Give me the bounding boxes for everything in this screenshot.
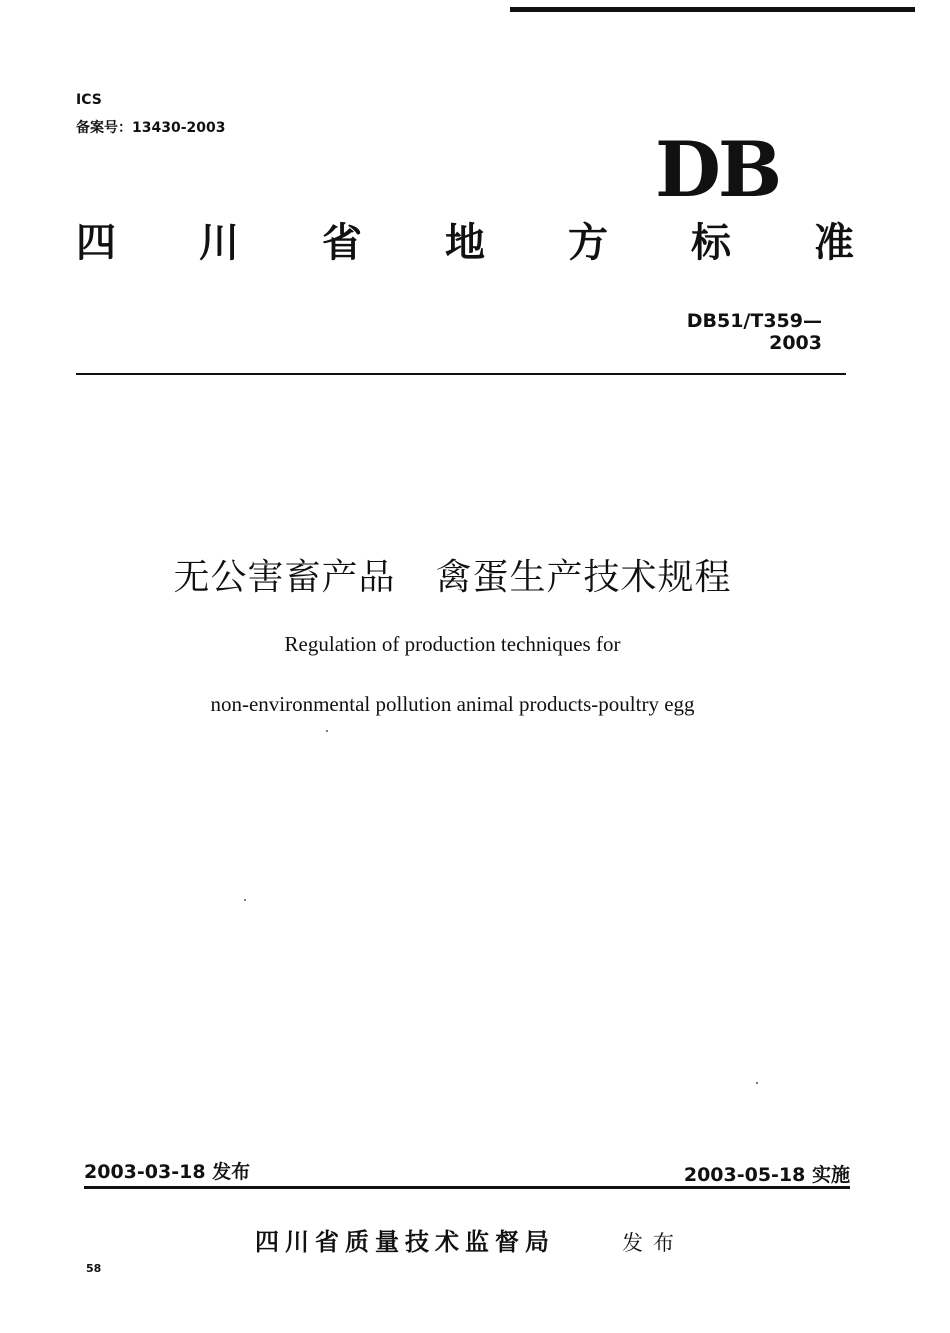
standard-type-char: 地 <box>445 220 485 266</box>
chinese-title-part-1: 无公害畜产品 <box>173 557 396 598</box>
english-title-line-2: non-environmental pollution animal products-poultry egg <box>210 692 695 716</box>
standard-type-char: 四 <box>76 220 116 266</box>
issue-word: 发布 <box>622 1231 684 1255</box>
footer-divider <box>84 1186 850 1189</box>
chinese-title <box>0 549 905 600</box>
top-rule <box>510 7 915 12</box>
scan-speck <box>756 1082 758 1084</box>
standard-number: DB51/T359—2003 <box>686 310 822 354</box>
filing-number: 备案号：13430-2003 <box>76 120 226 136</box>
standard-type-char: 川 <box>199 220 239 266</box>
chinese-title-part-2: 禽蛋生产技术规程 <box>435 557 732 598</box>
english-title-line-1: Regulation of production techniques for <box>284 632 621 656</box>
standard-type-char: 准 <box>814 220 854 266</box>
issuing-authority: 四川省质量技术监督局 <box>255 1228 555 1256</box>
standard-type-char: 方 <box>568 220 608 266</box>
page-number: 58 <box>86 1262 102 1275</box>
header-divider <box>76 373 846 375</box>
db-logo: DB <box>655 125 780 214</box>
standard-type-char: 标 <box>691 220 731 266</box>
scan-speck <box>326 730 328 732</box>
issue-date: 2003-03-18 发布 <box>84 1161 251 1183</box>
ics-label: ICS <box>76 92 102 108</box>
implementation-date: 2003-05-18 实施 <box>683 1164 850 1186</box>
scan-speck <box>244 899 246 901</box>
standard-type-char: 省 <box>322 220 362 266</box>
standard-type-heading <box>76 220 854 266</box>
